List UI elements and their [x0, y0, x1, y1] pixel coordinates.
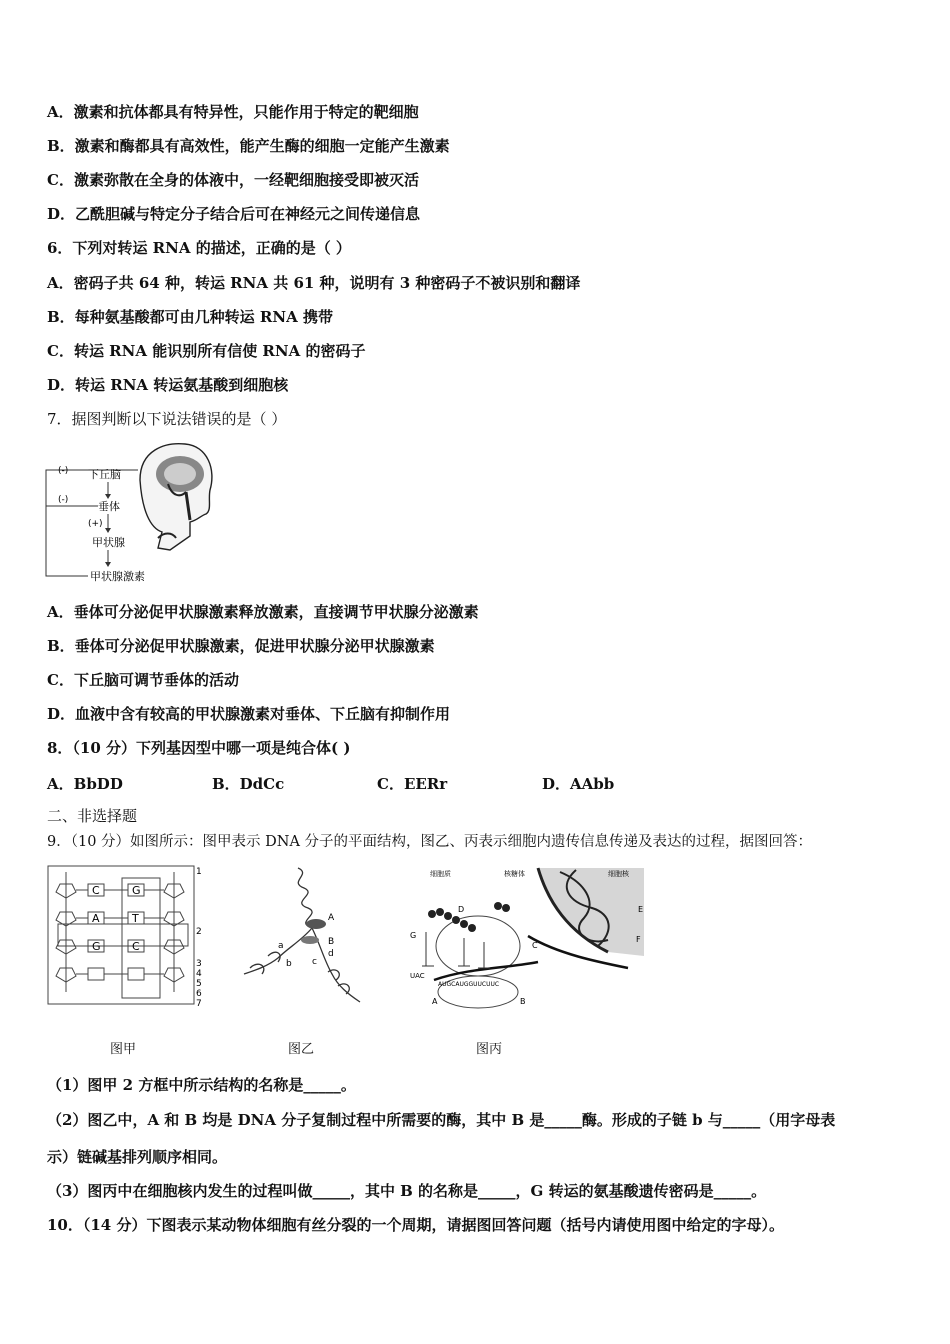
q9-stem: 9．（10 分）如图所示：图甲表示 DNA 分子的平面结构，图乙、丙表示细胞内遗传信息传递及表达的过程，据图回答：: [47, 834, 813, 850]
q7-stem: 7．据图判断以下说法错误的是（ ）: [47, 410, 287, 428]
q5-option-a: A．激素和抗体都具有特异性，只能作用于特定的靶细胞: [47, 103, 419, 121]
cytoplasm-label: 细胞质: [430, 870, 451, 878]
q6-option-a: A．密码子共 64 种，转运 RNA 共 61 种，说明有 3 种密码子不被识别和翻译: [47, 274, 581, 292]
thyroid-label: 甲状腺: [92, 536, 125, 549]
head-icon: [140, 444, 212, 550]
base-label: G: [92, 940, 101, 953]
q8-option-a: A．BbDD: [47, 775, 123, 793]
label-f: F: [636, 935, 641, 944]
q7-option-c: C．下丘脑可调节垂体的活动: [47, 671, 239, 689]
q9-part-2b: 示）链碱基排列顺序相同。: [47, 1148, 228, 1166]
base-label: G: [132, 884, 141, 897]
base-label: C: [92, 884, 100, 897]
q8-option-c: C．EERr: [377, 775, 448, 793]
strand-label: a: [278, 941, 284, 951]
strand-label: c: [312, 957, 317, 967]
fig-yi-caption: 图乙: [288, 1042, 315, 1057]
q7-option-b: B．垂体可分泌促甲状腺激素，促进甲状腺分泌甲状腺激素: [47, 637, 435, 655]
part-number: 4: [196, 969, 202, 979]
label-a: A: [432, 997, 438, 1006]
part-number: 2: [196, 927, 202, 937]
ribosome-label: 核糖体: [504, 870, 525, 878]
minus-label-1: (-): [58, 466, 69, 476]
dna-replication-figure: [228, 862, 368, 1012]
q8-stem: 8．（10 分）下列基因型中哪一项是纯合体( ): [47, 739, 351, 757]
q9-part-3: （3）图丙中在细胞核内发生的过程叫做_____，其中 B 的名称是_____，G 转运的氨基酸遗传密码是_____。: [47, 1182, 767, 1200]
q5-option-b: B．激素和酶都具有高效性，能产生酶的细胞一定能产生激素: [47, 137, 450, 155]
base-label: T: [132, 912, 139, 925]
part-number: 3: [196, 959, 202, 969]
hypothalamus-label: 下丘脑: [88, 468, 121, 481]
q9-part-2a: （2）图乙中，A 和 B 均是 DNA 分子复制过程中所需要的酶，其中 B 是_____酶。形成的子链 b 与_____（用字母表: [47, 1111, 836, 1129]
label-d: D: [458, 905, 465, 914]
q8-option-d: D．AAbb: [542, 775, 615, 793]
q7-option-a: A．垂体可分泌促甲状腺激素释放激素，直接调节甲状腺分泌激素: [47, 603, 479, 621]
mrna-sequence: AUGCAUGGUUCUUC: [438, 981, 500, 988]
enzyme-label: A: [328, 913, 335, 923]
gene-expression-figure: [408, 862, 648, 1022]
fig-jia-caption: 图甲: [110, 1042, 137, 1057]
q6-stem: 6．下列对转运 RNA 的描述，正确的是（ ）: [47, 239, 351, 257]
part-number: 7: [196, 999, 202, 1009]
strand-label: b: [286, 959, 292, 969]
q5-option-d: D．乙酰胆碱与特定分子结合后可在神经元之间传递信息: [47, 205, 421, 223]
label-c: C: [532, 941, 538, 950]
fig-bing-caption: 图丙: [476, 1042, 503, 1057]
plus-label: (+): [88, 519, 103, 529]
thyroid-hormone-label: 甲状腺激素: [90, 570, 145, 583]
label-e: E: [638, 905, 644, 914]
q7-option-d: D．血液中含有较高的甲状腺激素对垂体、下丘脑有抑制作用: [47, 705, 451, 723]
q6-option-c: C．转运 RNA 能识别所有信使 RNA 的密码子: [47, 342, 366, 360]
minus-label-2: (-): [58, 495, 69, 505]
q9-part-1: （1）图甲 2 方框中所示结构的名称是_____。: [47, 1076, 356, 1094]
part-number: 1: [196, 867, 202, 877]
pituitary-label: 垂体: [98, 500, 120, 513]
base-label: A: [92, 912, 100, 925]
q5-option-c: C．激素弥散在全身的体液中，一经靶细胞接受即被灭活: [47, 171, 419, 189]
label-g: G: [410, 931, 417, 940]
dna-structure-figure: [46, 862, 206, 1012]
q8-option-b: B．DdCc: [212, 775, 285, 793]
q10-stem: 10．（14 分）下图表示某动物体细胞有丝分裂的一个周期，请据图回答问题（括号内请使用图中给定的字母）。: [47, 1216, 784, 1234]
q6-option-b: B．每种氨基酸都可由几种转运 RNA 携带: [47, 308, 333, 326]
part-number: 6: [196, 989, 202, 999]
base-label: C: [132, 940, 140, 953]
strand-label: d: [328, 949, 334, 959]
q6-option-d: D．转运 RNA 转运氨基酸到细胞核: [47, 376, 289, 394]
section-title: 二、非选择题: [47, 807, 138, 825]
enzyme-label: B: [328, 937, 335, 947]
part-number: 5: [196, 979, 202, 989]
anticodon-label: UAC: [410, 972, 425, 980]
label-b: B: [520, 997, 526, 1006]
thyroid-regulation-figure: [40, 440, 220, 588]
nucleus-label: 细胞核: [608, 870, 629, 878]
